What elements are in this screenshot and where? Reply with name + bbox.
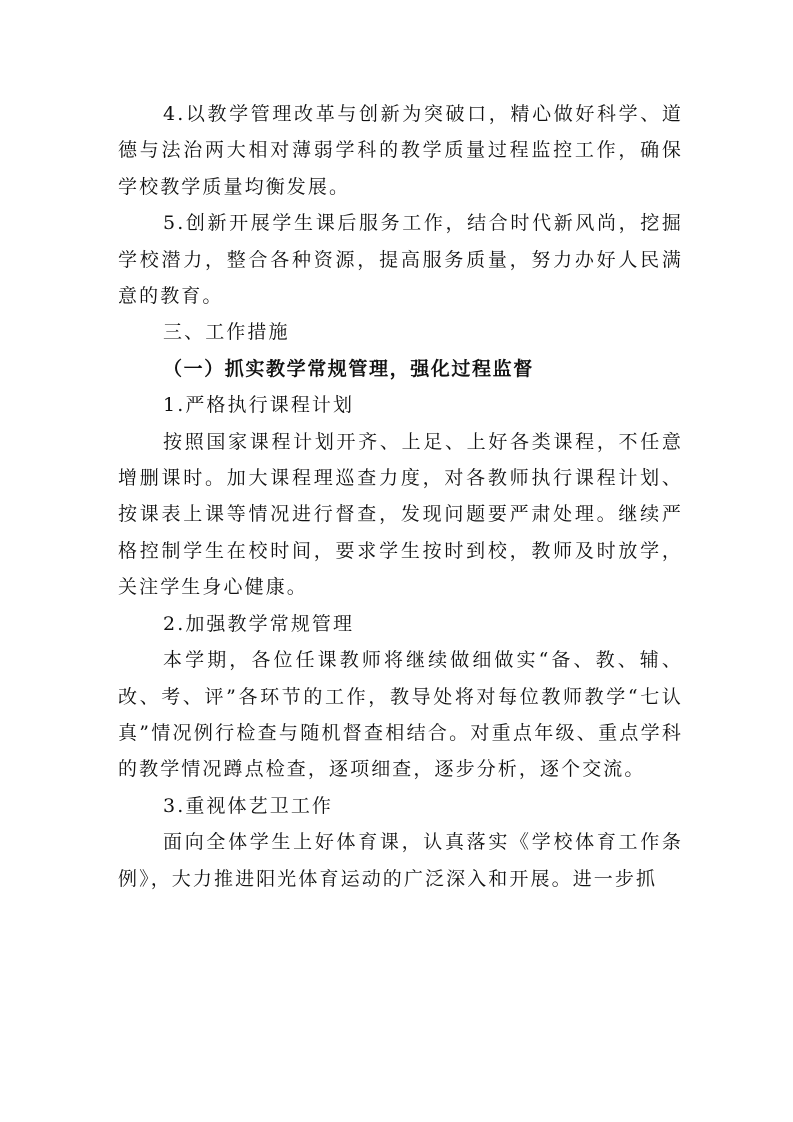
item-heading-sports-arts-health: 3.重视体艺卫工作 xyxy=(163,794,334,817)
subsection-heading-teaching-routine: （一）抓实教学常规管理，强化过程监督 xyxy=(163,357,534,380)
section-heading-work-measures: 三、工作措施 xyxy=(163,321,290,344)
paragraph-course-plan: 按照国家课程计划开齐、上足、上好各类课程，不任意增删课时。加大课程理巡查力度，对各教师执行课程计划、按课表上课等情况进行督查，发现问题要严肃处理。继续严格控制学生在校时间，要求学生按时到校，教师及时放学，关注学生身心健康。 xyxy=(118,430,683,599)
paragraph-goal-4: 4.以教学管理改革与创新为突破口，精心做好科学、道德与法治两大相对薄弱学科的教学质量过程监控工作，确保学校教学质量均衡发展。 xyxy=(118,103,683,198)
paragraph-routine-management: 本学期，各位任课教师将继续做细做实“备、教、辅、改、考、评”各环节的工作，教导处将对每位教师教学“七认真”情况例行检查与随机督查相结合。对重点年级、重点学科的教学情况蹲点检查，逐项细查，逐步分析，逐个交流。 xyxy=(118,649,683,781)
paragraph-sports-arts-health: 面向全体学生上好体育课，认真落实《学校体育工作条例》，大力推进阳光体育运动的广泛深入和开展。进一步抓 xyxy=(118,831,683,890)
item-heading-routine-management: 2.加强教学常规管理 xyxy=(163,612,355,635)
document-body xyxy=(118,96,683,897)
item-heading-course-plan: 1.严格执行课程计划 xyxy=(163,394,355,417)
paragraph-goal-5: 5.创新开展学生课后服务工作，结合时代新风尚，挖掘学校潜力，整合各种资源，提高服务质量，努力办好人民满意的教育。 xyxy=(118,212,683,308)
